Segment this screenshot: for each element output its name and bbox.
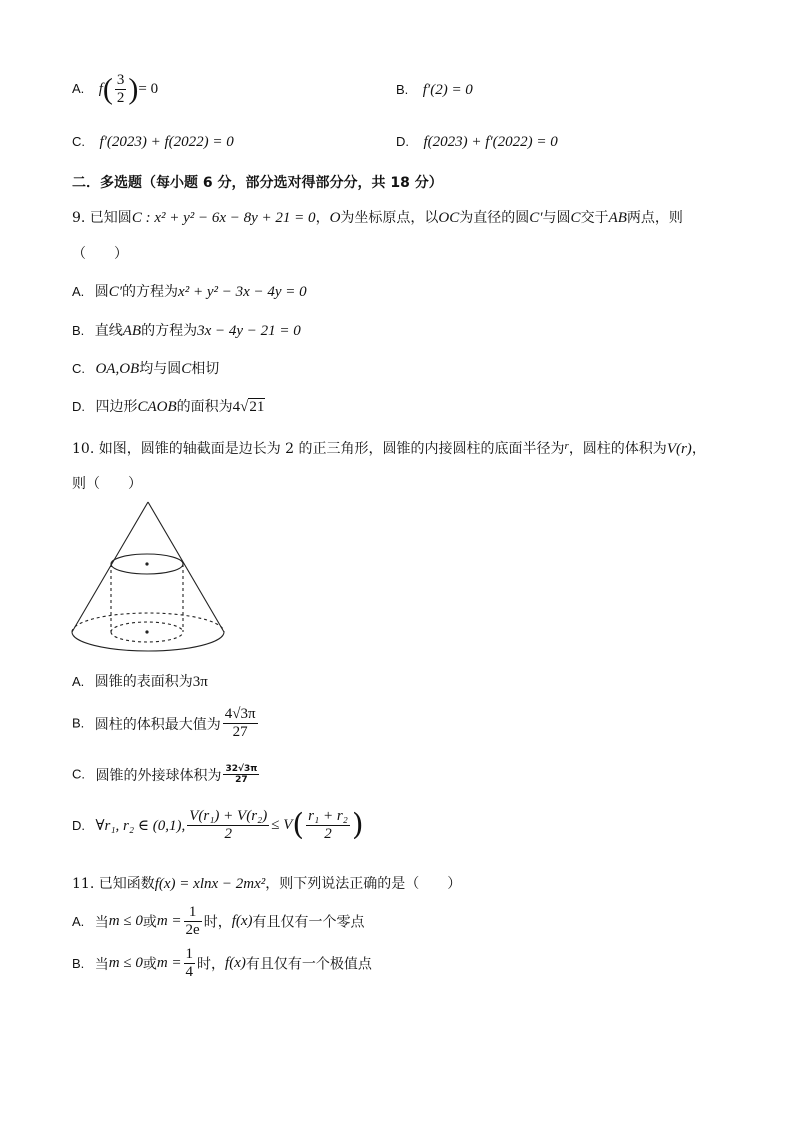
fn-name: f <box>98 80 103 97</box>
equation: x² + y² − 3x − 4y = 0 <box>178 284 307 300</box>
condition: m = <box>156 913 182 929</box>
text: 圆柱的体积最大值为 <box>94 716 221 733</box>
condition: m = <box>156 955 182 971</box>
coef: 4 <box>232 399 241 415</box>
cone-base-front <box>72 632 224 651</box>
text: 当 <box>94 956 109 973</box>
text: ， <box>315 210 330 226</box>
quantifier: ∀r₁, r₂ ∈ (0,1), <box>95 818 186 834</box>
q9-stem <box>72 207 683 227</box>
text: 均与圆 <box>139 361 182 377</box>
var: C <box>181 361 192 377</box>
option-label: B. <box>396 82 409 97</box>
option-label: C. <box>72 766 85 782</box>
text: ， <box>691 441 706 457</box>
var: r <box>564 440 569 452</box>
frac-den: 2e <box>185 922 200 938</box>
text: 或 <box>142 956 157 973</box>
text: 为直径的圆 <box>459 210 530 226</box>
text: 圆 <box>94 284 109 300</box>
frac-den: 27 <box>235 775 248 785</box>
eq-rhs: = 0 <box>138 80 159 97</box>
q10-option-d: D. ∀r₁, r₂ ∈ (0,1), $\frac{\text{V(r₁) + V(r₂)}}{2}$ ≤ V( $\frac{\text{r₁ + r₂}}{2}$ ) <box>72 807 364 843</box>
var: AB <box>608 210 627 226</box>
frac-num: 1 <box>184 904 202 922</box>
text: 与圆 <box>542 210 571 226</box>
frac-num: 3 <box>116 72 125 88</box>
text: 9. 已知圆 <box>72 210 132 226</box>
option-label: A. <box>72 284 85 299</box>
var: C <box>570 210 581 226</box>
frac-den: 2 <box>116 90 125 106</box>
option-label: B. <box>72 715 85 731</box>
text: 时， <box>203 914 232 931</box>
option-label: C. <box>72 134 85 149</box>
q9-option-d: D. 四边形CAOB的面积为4√21 <box>72 399 265 415</box>
cone-figure <box>68 498 228 654</box>
text: 圆锥的表面积为 <box>94 674 193 690</box>
option-expr: f(2023) + f′(2022) = 0 <box>423 134 558 150</box>
option-expr: f′(2023) + f(2022) = 0 <box>99 134 234 150</box>
text: 11. 已知函数 <box>72 876 155 892</box>
cone-left-edge <box>72 502 148 632</box>
answer-paren: （ ） <box>72 246 128 262</box>
frac-num: r₁ + r₂ <box>308 808 348 824</box>
q11-stem <box>72 873 461 893</box>
frac-den: 2 <box>224 826 232 842</box>
q9-option-c <box>72 358 219 378</box>
text: 相切 <box>191 361 220 377</box>
text: 当 <box>94 914 109 931</box>
function-eq: f(x) = xlnx − 2mx² <box>154 876 266 892</box>
condition: m ≤ 0 <box>108 913 143 929</box>
cone-base-back <box>72 613 224 632</box>
text: 圆锥的外接球体积为 <box>95 767 222 784</box>
q10-stem-cont: 则（ ） <box>72 476 142 492</box>
text: 为坐标原点，以 <box>340 210 439 226</box>
section-heading: 二．多选题（每小题 6 分，部分选对得部分分，共 18 分） <box>72 175 443 191</box>
var: OC <box>438 210 460 226</box>
var: OA,OB <box>95 361 140 377</box>
cone-right-edge <box>148 502 224 632</box>
radicand: 21 <box>249 399 265 415</box>
q9-option-a <box>72 281 307 301</box>
frac-den: 27 <box>232 724 248 740</box>
q8-option-c <box>72 134 234 151</box>
text: 有且仅有一个极值点 <box>245 956 372 973</box>
q11-option-b <box>72 946 372 981</box>
q9-option-b <box>72 320 301 340</box>
text: 直线 <box>94 323 123 339</box>
q10-stem <box>72 438 706 458</box>
option-label: D. <box>72 818 85 833</box>
text: ，圆柱的体积为 <box>568 441 667 457</box>
option-expr: f′(2) = 0 <box>422 82 473 98</box>
text: 时， <box>197 956 226 973</box>
text: 交于 <box>580 210 609 226</box>
text: 有且仅有一个零点 <box>252 914 365 931</box>
var: AB <box>122 323 142 339</box>
frac-den: 2 <box>324 826 332 842</box>
option-label: A. <box>72 674 85 689</box>
var: V(r) <box>666 441 692 457</box>
text: 10. 如图，圆锥的轴截面是边长为 2 的正三角形，圆锥的内接圆柱的底面半径为 <box>72 441 565 457</box>
fn: f(x) <box>231 913 253 929</box>
q10-option-a <box>72 671 208 691</box>
q8-option-d <box>396 134 558 151</box>
q11-option-a <box>72 904 365 939</box>
frac-num: 32√3π <box>225 764 258 774</box>
condition: m ≤ 0 <box>108 955 143 971</box>
text: 的方程为 <box>122 284 179 300</box>
option-label: B. <box>72 956 85 971</box>
var: C′ <box>529 210 543 226</box>
frac-num: 4√3π <box>224 706 256 722</box>
relation: ≤ V <box>271 817 293 833</box>
circle-equation: C : x² + y² − 6x − 8y + 21 = 0 <box>131 210 316 226</box>
text: ，则下列说法正确的是（ ） <box>265 876 462 892</box>
text: 的面积为 <box>176 399 233 415</box>
fn: f(x) <box>225 955 246 971</box>
text: 两点，则 <box>626 210 683 226</box>
frac-num: V(r₁) + V(r₂) <box>189 808 268 824</box>
top-center-dot <box>145 562 148 565</box>
value: 3π <box>192 674 208 690</box>
var: C′ <box>108 284 123 300</box>
q8-option-b <box>396 82 473 99</box>
q10-option-c <box>72 764 261 785</box>
text: 的方程为 <box>141 323 198 339</box>
frac-den: 4 <box>185 964 194 980</box>
option-label: B. <box>72 323 85 338</box>
base-center-dot <box>145 630 148 633</box>
option-label: C. <box>72 361 85 376</box>
frac-num: 1 <box>185 946 194 962</box>
option-label: A. <box>72 914 85 929</box>
option-label: D. <box>72 399 85 414</box>
q10-option-b <box>72 706 260 741</box>
text: 或 <box>142 914 157 931</box>
equation: 3x − 4y − 21 = 0 <box>197 323 301 339</box>
var: CAOB <box>137 399 177 415</box>
option-label: A. <box>72 80 85 96</box>
var: O <box>329 210 341 226</box>
text: 四边形 <box>95 399 138 415</box>
q8-option-a: A. f( $\frac{3}{2}$ )= 0 <box>72 72 159 106</box>
option-label: D. <box>396 134 409 149</box>
